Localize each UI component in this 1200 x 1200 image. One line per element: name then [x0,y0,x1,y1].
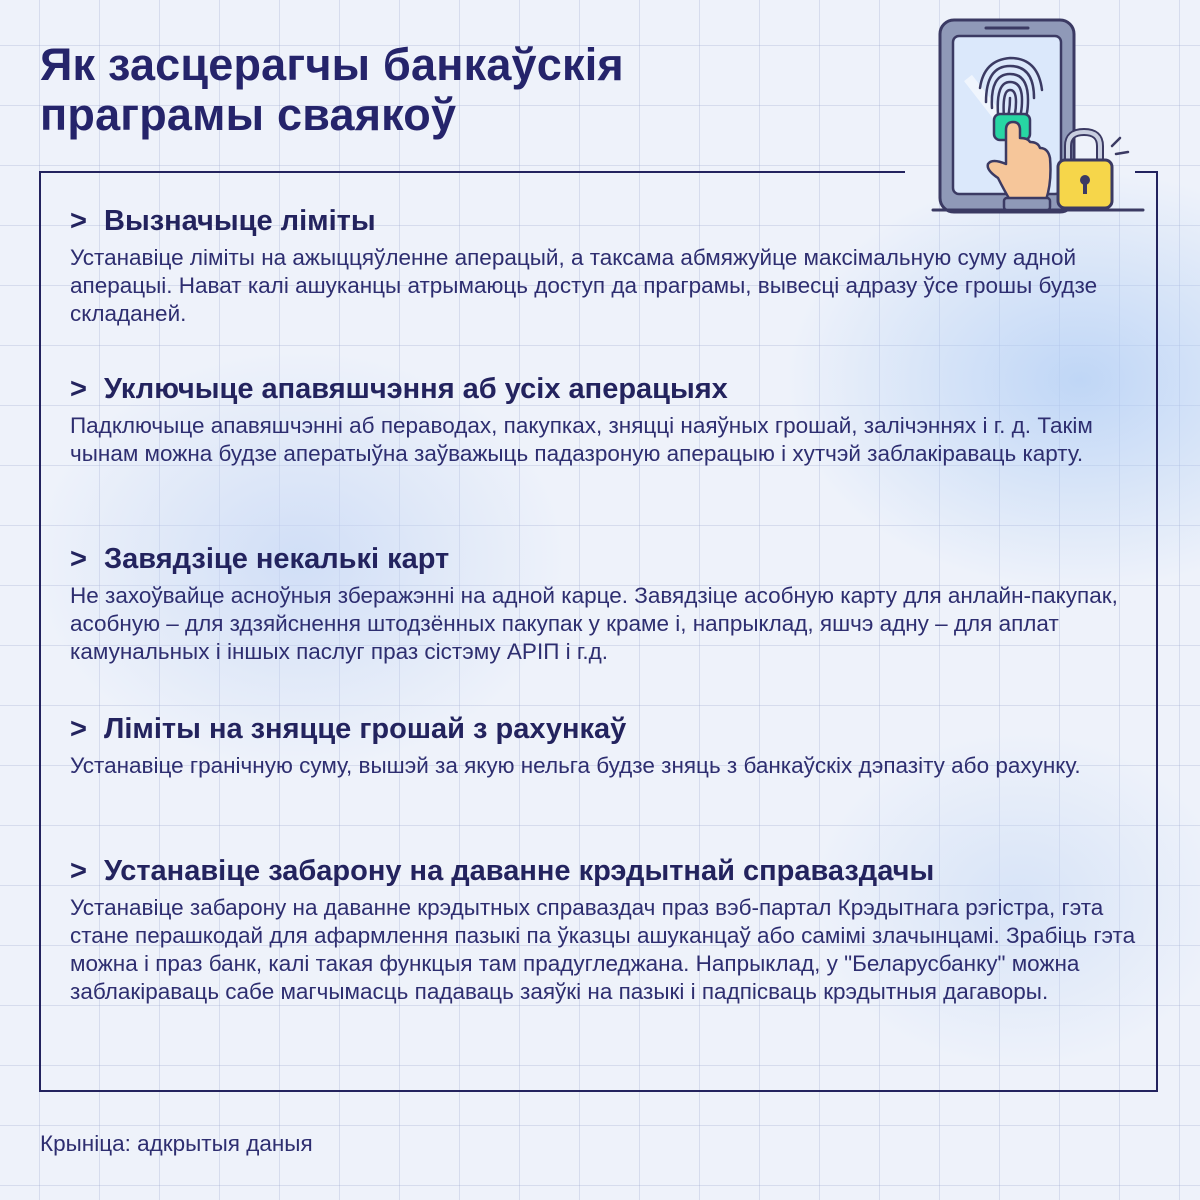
section-heading-text: Устанавіце забарону на даванне крэдытнай справаздачы [104,855,935,887]
section-body: Устанавіце ліміты на ажыццяўленне аперацый, а таксама абмяжуйце максімальную суму адной аперацыі. Нават калі ашуканцы атрымаюць доступ да праграмы, вывесці адразу ўсе грошы будзе складаней. [70,245,1098,326]
source-note: Крыніца: адкрытыя даныя [40,1131,313,1156]
chevron-right-icon: > [70,713,87,745]
section-body: Не захоўвайце асноўныя зберажэнні на адной карце. Завядзіце асобную карту для анлайн-пакупак, асобную – для здзяйснення штодзённых пакупак у краме і, напрыклад, яшчэ адну – для аплат камунальных і іншых паслуг праз сістэму АРІП і г.д. [70,583,1118,664]
section-limits [70,203,1145,328]
chevron-right-icon: > [70,855,87,887]
section-heading-text: Завядзіце некалькі карт [104,543,450,575]
chevron-right-icon: > [70,373,87,405]
section-heading [70,371,1145,407]
section-credit-report-ban [70,853,1145,1006]
section-body: Устанавіце гранічную суму, вышэй за якую нельга будзе зняць з банкаўскіх дэпазіту або рахунку. [70,753,1081,778]
section-notifications [70,371,1145,468]
section-heading [70,711,1145,747]
padlock-icon [1058,132,1128,208]
phone-security-illustration [928,18,1153,218]
page-title [40,40,900,140]
section-heading-text: Уключыце апавяшчэння аб усіх аперацыях [104,373,728,405]
section-heading [70,853,1145,889]
section-heading [70,541,1145,577]
section-multiple-cards [70,541,1145,666]
section-body: Падключыце апавяшчэнні аб пераводах, пакупках, зняцці наяўных грошай, залічэннях і г. д. Такім чынам можна будзе аператыўна заўважыць падазроную аперацыю і хутчэй заблакіраваць карту. [70,413,1093,466]
chevron-right-icon: > [70,205,87,237]
title-line-1: Як засцерагчы банкаўскія [40,39,624,90]
section-withdrawal-limits [70,711,1145,780]
section-heading-text: Ліміты на зняцце грошай з рахункаў [104,713,627,745]
title-line-2: праграмы сваякоў [40,89,457,140]
section-heading-text: Вызначыце ліміты [104,205,376,237]
section-body: Устанавіце забарону на даванне крэдытных справаздач праз вэб-партал Крэдытнага рэгістра, гэта стане перашкодай для афармлення пазыкі па ўказцы ашуканцаў або самімі злачынцамі. Зрабіць гэта можна і праз банк, калі такая функцыя там прадугледжана. Напрыклад, у "Беларусбанку" можна заблакіраваць сабе магчымасць падаваць заяўкі на пазыкі і падпісваць крэдытныя дагаворы. [70,895,1136,1004]
chevron-right-icon: > [70,543,87,575]
section-heading [70,203,1145,239]
